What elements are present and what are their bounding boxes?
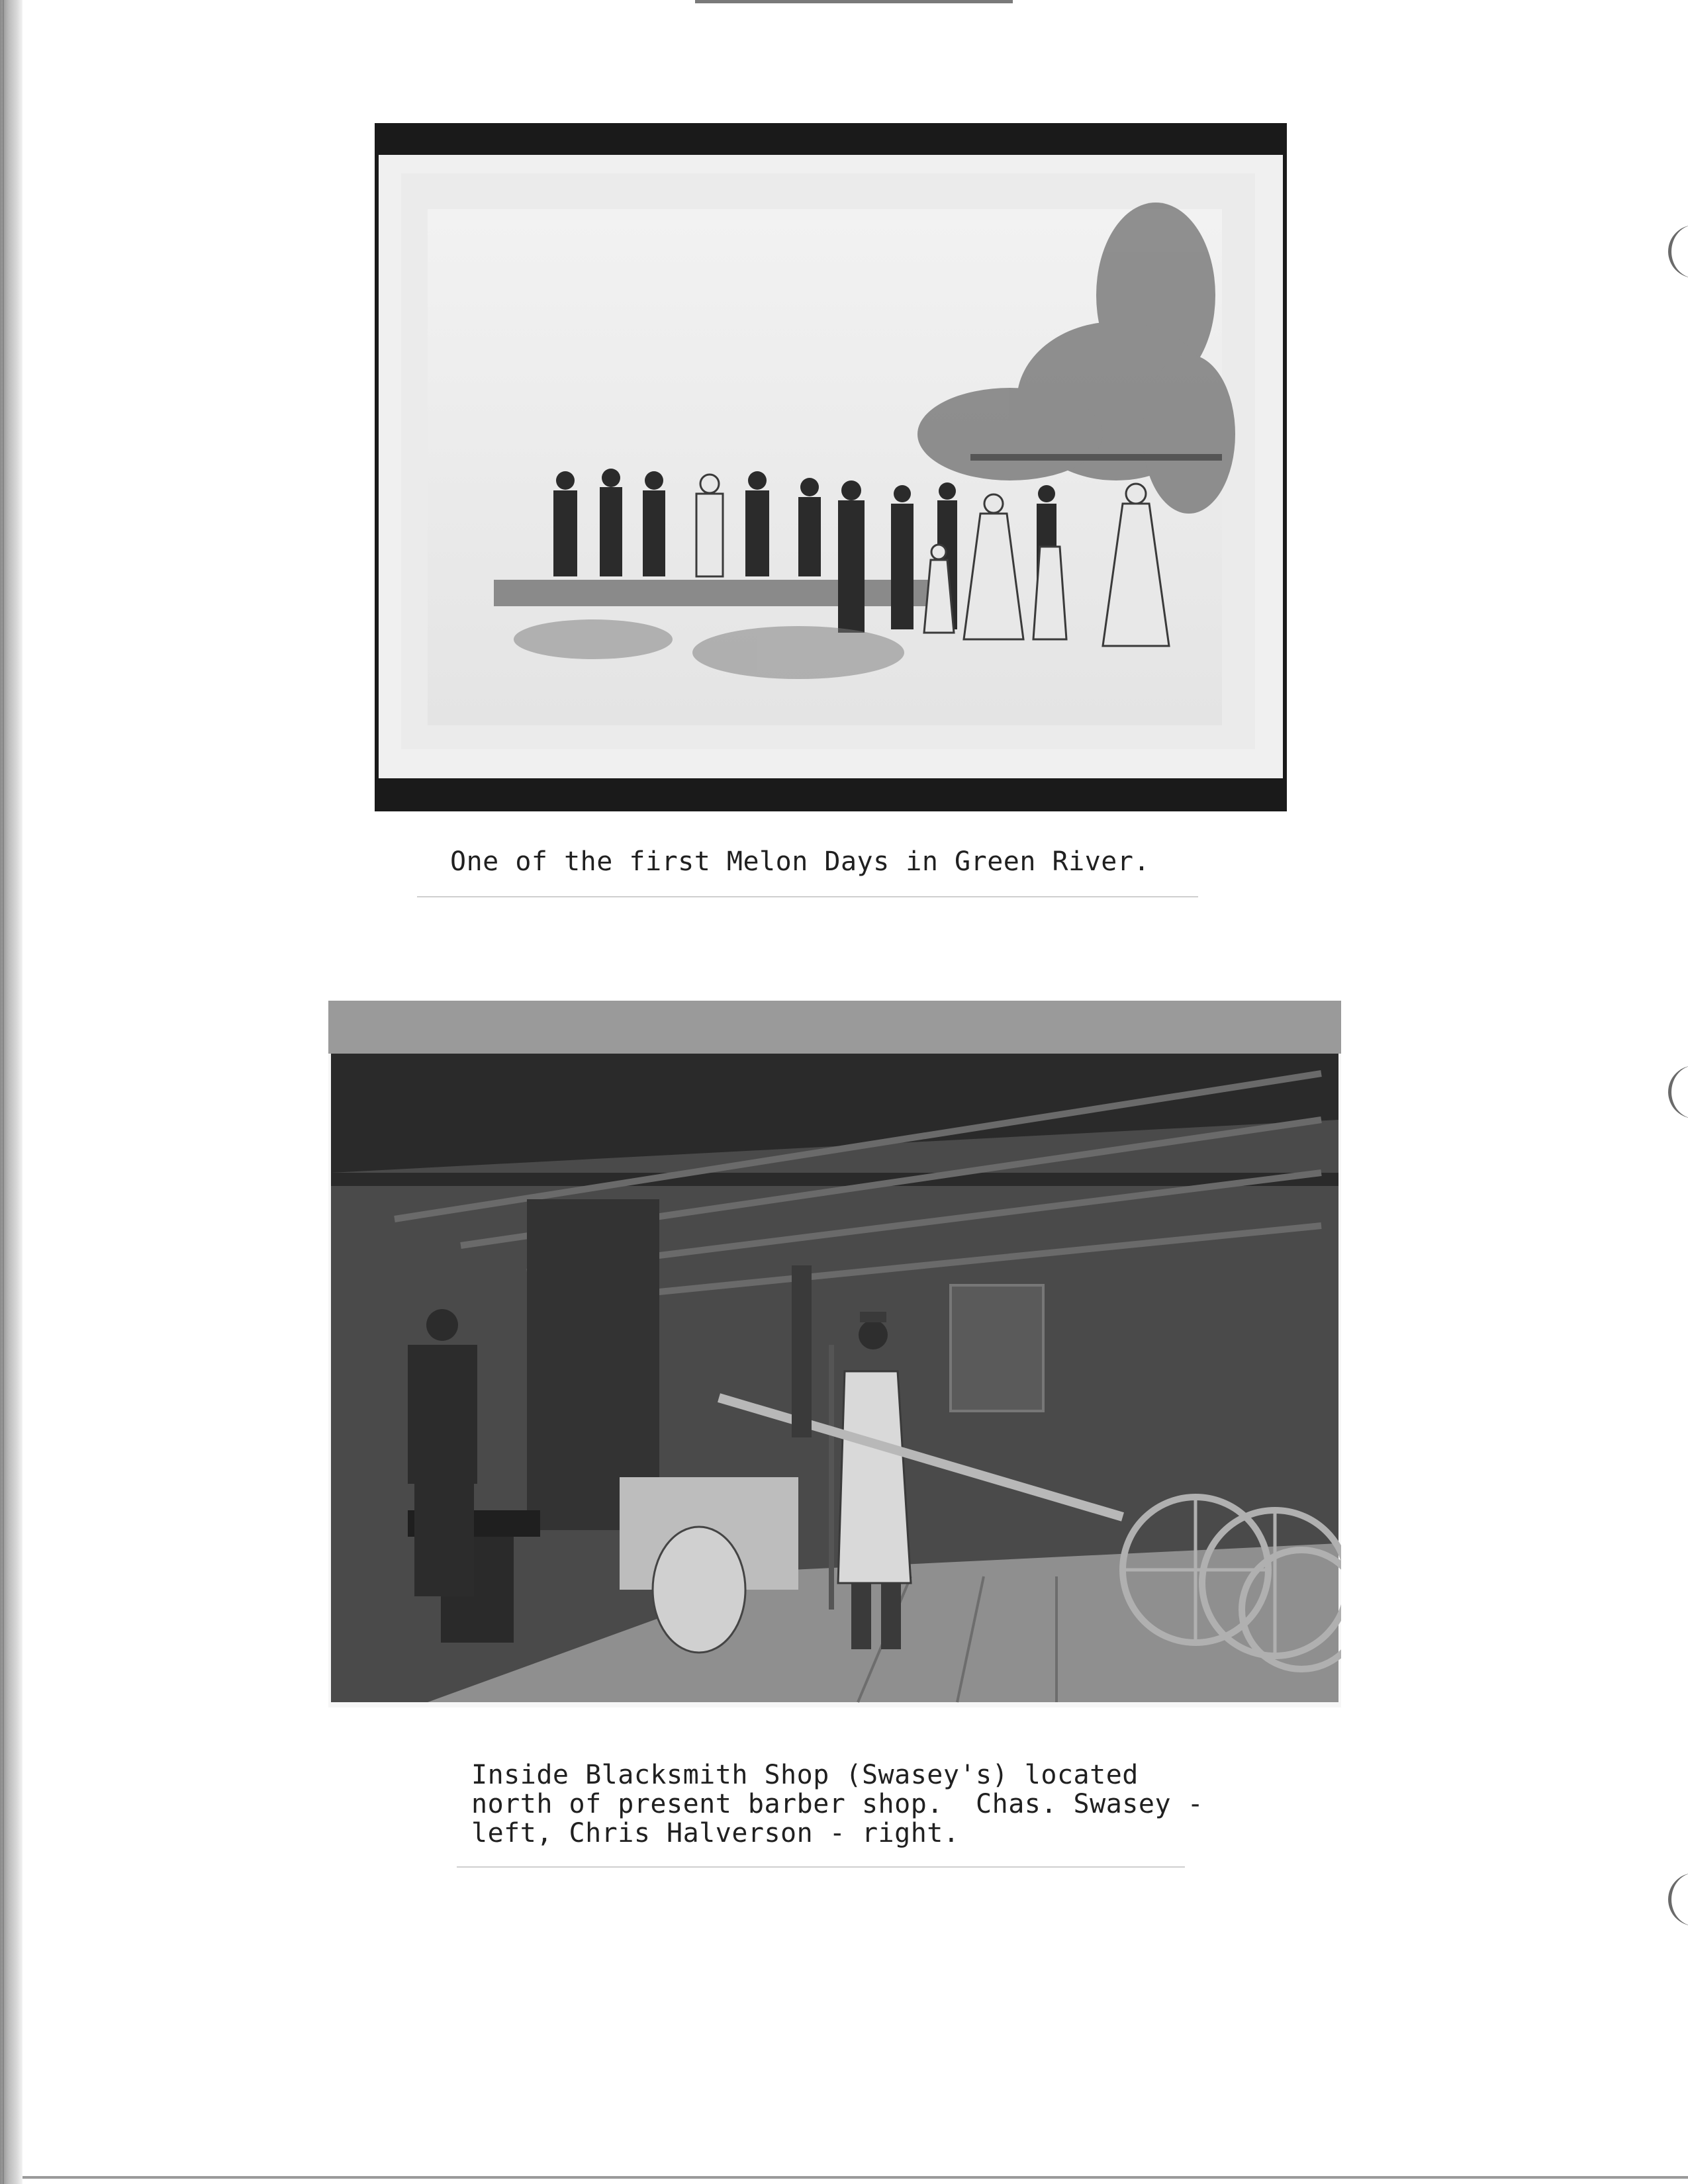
blacksmith-shop-photo bbox=[328, 1001, 1341, 1707]
blacksmith-caption-line-3: left, Chris Halverson - right. bbox=[471, 1818, 960, 1848]
scan-top-mark bbox=[695, 0, 1013, 3]
binding-edge bbox=[0, 0, 23, 2184]
punch-hole-top bbox=[1668, 225, 1688, 278]
blacksmith-caption bbox=[471, 1760, 1203, 1848]
melon-days-caption: One of the first Melon Days in Green River. bbox=[450, 846, 1150, 877]
blacksmith-caption-line-2: north of present barber shop. Chas. Swasey - bbox=[471, 1789, 1204, 1819]
blacksmith-caption-line-1: Inside Blacksmith Shop (Swasey's) located bbox=[471, 1760, 1139, 1790]
caption-rule-2 bbox=[457, 1866, 1185, 1868]
scan-bottom-edge bbox=[23, 2176, 1688, 2179]
caption-rule-1 bbox=[417, 896, 1198, 897]
melon-days-photo bbox=[375, 123, 1287, 811]
punch-hole-middle bbox=[1668, 1066, 1688, 1118]
punch-hole-bottom bbox=[1668, 1873, 1688, 1926]
